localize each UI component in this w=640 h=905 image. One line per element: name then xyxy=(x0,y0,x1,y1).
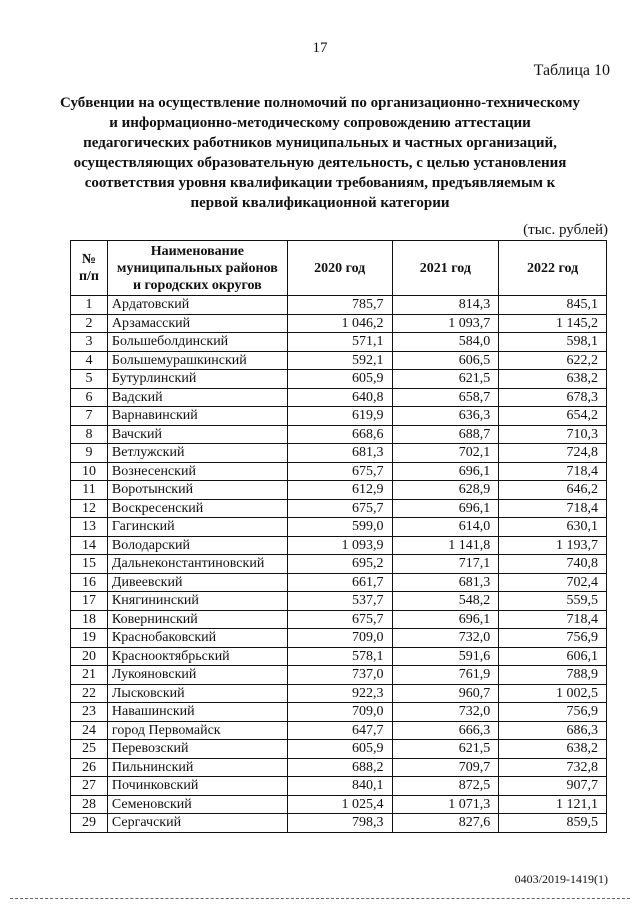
row-value-2020: 605,9 xyxy=(287,740,392,759)
row-value-2022: 718,4 xyxy=(499,499,607,518)
row-number: 23 xyxy=(71,703,108,722)
table-row xyxy=(71,740,607,759)
row-number: 27 xyxy=(71,777,108,796)
row-value-2021: 717,1 xyxy=(392,555,499,574)
row-value-2021: 636,3 xyxy=(392,407,499,426)
row-name: Дивеевский xyxy=(107,573,287,592)
row-number: 26 xyxy=(71,758,108,777)
row-value-2020: 1 046,2 xyxy=(287,314,392,333)
row-number: 18 xyxy=(71,610,108,629)
row-value-2020: 737,0 xyxy=(287,666,392,685)
row-value-2021: 696,1 xyxy=(392,610,499,629)
row-number: 22 xyxy=(71,684,108,703)
row-name: Перевозский xyxy=(107,740,287,759)
row-value-2022: 646,2 xyxy=(499,481,607,500)
row-value-2020: 1 093,9 xyxy=(287,536,392,555)
row-value-2020: 675,7 xyxy=(287,462,392,481)
table-row xyxy=(71,314,607,333)
row-value-2021: 732,0 xyxy=(392,703,499,722)
row-name: Ковернинский xyxy=(107,610,287,629)
table-row xyxy=(71,351,607,370)
row-number: 21 xyxy=(71,666,108,685)
row-value-2020: 695,2 xyxy=(287,555,392,574)
row-value-2021: 872,5 xyxy=(392,777,499,796)
row-value-2022: 1 121,1 xyxy=(499,795,607,814)
row-value-2020: 661,7 xyxy=(287,573,392,592)
row-value-2022: 756,9 xyxy=(499,629,607,648)
row-name: Ардатовский xyxy=(107,296,287,315)
row-number: 13 xyxy=(71,518,108,537)
row-name: Княгининский xyxy=(107,592,287,611)
table-row xyxy=(71,296,607,315)
row-value-2021: 548,2 xyxy=(392,592,499,611)
row-value-2021: 1 093,7 xyxy=(392,314,499,333)
title-line: Субвенции на осуществление полномочий по организационно-техническому xyxy=(59,95,580,111)
table-row xyxy=(71,592,607,611)
row-value-2021: 628,9 xyxy=(392,481,499,500)
table-row xyxy=(71,388,607,407)
row-name: Починковский xyxy=(107,777,287,796)
row-value-2022: 630,1 xyxy=(499,518,607,537)
table-row xyxy=(71,555,607,574)
row-value-2021: 702,1 xyxy=(392,444,499,463)
row-value-2020: 681,3 xyxy=(287,444,392,463)
table-row xyxy=(71,536,607,555)
row-name: Вадский xyxy=(107,388,287,407)
header-2022: 2022 год xyxy=(499,241,607,296)
row-value-2022: 702,4 xyxy=(499,573,607,592)
row-number: 8 xyxy=(71,425,108,444)
row-value-2021: 761,9 xyxy=(392,666,499,685)
table-row xyxy=(71,703,607,722)
row-value-2020: 840,1 xyxy=(287,777,392,796)
table-row xyxy=(71,684,607,703)
units-label: (тыс. рублей) xyxy=(523,222,608,238)
row-value-2022: 1 002,5 xyxy=(499,684,607,703)
row-value-2022: 1 193,7 xyxy=(499,536,607,555)
table-row xyxy=(71,777,607,796)
row-value-2021: 732,0 xyxy=(392,629,499,648)
row-name: Арзамасский xyxy=(107,314,287,333)
table-row xyxy=(71,647,607,666)
row-value-2021: 827,6 xyxy=(392,814,499,833)
row-value-2020: 537,7 xyxy=(287,592,392,611)
bottom-divider xyxy=(10,898,630,899)
header-number-line: № xyxy=(81,252,96,267)
row-value-2021: 696,1 xyxy=(392,499,499,518)
row-number: 5 xyxy=(71,370,108,389)
table-label: Таблица 10 xyxy=(533,62,610,79)
row-name: Воротынский xyxy=(107,481,287,500)
row-value-2020: 675,7 xyxy=(287,610,392,629)
row-number: 17 xyxy=(71,592,108,611)
row-value-2022: 859,5 xyxy=(499,814,607,833)
title-line: и информационно-методическому сопровождению аттестации xyxy=(109,115,531,131)
table-row xyxy=(71,499,607,518)
table-row xyxy=(71,481,607,500)
title-line: осуществляющих образовательную деятельность, с целью установления xyxy=(73,155,567,171)
row-value-2021: 621,5 xyxy=(392,370,499,389)
row-value-2020: 592,1 xyxy=(287,351,392,370)
row-name: Воскресенский xyxy=(107,499,287,518)
header-number xyxy=(71,241,108,296)
header-number-line: п/п xyxy=(78,269,99,284)
row-value-2022: 740,8 xyxy=(499,555,607,574)
table-row xyxy=(71,610,607,629)
row-value-2021: 606,5 xyxy=(392,351,499,370)
row-name: Вознесенский xyxy=(107,462,287,481)
row-number: 19 xyxy=(71,629,108,648)
row-value-2020: 640,8 xyxy=(287,388,392,407)
row-value-2021: 591,6 xyxy=(392,647,499,666)
table-row xyxy=(71,425,607,444)
row-name: Сергачский xyxy=(107,814,287,833)
row-value-2022: 756,9 xyxy=(499,703,607,722)
row-value-2022: 559,5 xyxy=(499,592,607,611)
row-value-2022: 638,2 xyxy=(499,370,607,389)
row-value-2021: 960,7 xyxy=(392,684,499,703)
row-value-2022: 845,1 xyxy=(499,296,607,315)
row-value-2020: 571,1 xyxy=(287,333,392,352)
row-value-2020: 612,9 xyxy=(287,481,392,500)
document-code: 0403/2019-1419(1) xyxy=(514,872,608,886)
row-name: Ветлужский xyxy=(107,444,287,463)
row-name: Лукояновский xyxy=(107,666,287,685)
row-value-2020: 675,7 xyxy=(287,499,392,518)
row-value-2021: 688,7 xyxy=(392,425,499,444)
row-value-2020: 668,6 xyxy=(287,425,392,444)
row-number: 11 xyxy=(71,481,108,500)
header-name-line: и городских округов xyxy=(132,277,262,293)
row-value-2020: 647,7 xyxy=(287,721,392,740)
row-number: 25 xyxy=(71,740,108,759)
row-value-2020: 785,7 xyxy=(287,296,392,315)
title-line: педагогических работников муниципальных и частных организаций, xyxy=(83,135,557,151)
row-name: Дальнеконстантиновский xyxy=(107,555,287,574)
table-row xyxy=(71,444,607,463)
row-value-2022: 710,3 xyxy=(499,425,607,444)
row-name: Большеболдинский xyxy=(107,333,287,352)
row-value-2022: 1 145,2 xyxy=(499,314,607,333)
table-row xyxy=(71,573,607,592)
row-value-2022: 654,2 xyxy=(499,407,607,426)
table-row xyxy=(71,462,607,481)
row-value-2020: 798,3 xyxy=(287,814,392,833)
row-number: 9 xyxy=(71,444,108,463)
table-row xyxy=(71,795,607,814)
row-name: Варнавинский xyxy=(107,407,287,426)
table-row xyxy=(71,518,607,537)
row-value-2021: 814,3 xyxy=(392,296,499,315)
row-value-2020: 599,0 xyxy=(287,518,392,537)
header-2021: 2021 год xyxy=(392,241,499,296)
row-value-2022: 598,1 xyxy=(499,333,607,352)
row-number: 6 xyxy=(71,388,108,407)
row-value-2022: 606,1 xyxy=(499,647,607,666)
table-row xyxy=(71,814,607,833)
row-number: 7 xyxy=(71,407,108,426)
row-number: 28 xyxy=(71,795,108,814)
row-value-2021: 621,5 xyxy=(392,740,499,759)
table-row xyxy=(71,333,607,352)
row-value-2021: 709,7 xyxy=(392,758,499,777)
table-row xyxy=(71,666,607,685)
row-value-2020: 578,1 xyxy=(287,647,392,666)
row-value-2021: 681,3 xyxy=(392,573,499,592)
row-value-2020: 688,2 xyxy=(287,758,392,777)
row-number: 1 xyxy=(71,296,108,315)
title-line: первой квалификационной категории xyxy=(190,195,450,211)
row-value-2022: 732,8 xyxy=(499,758,607,777)
row-number: 14 xyxy=(71,536,108,555)
row-value-2020: 709,0 xyxy=(287,703,392,722)
row-name: Краснобаковский xyxy=(107,629,287,648)
row-number: 29 xyxy=(71,814,108,833)
row-name: Вачский xyxy=(107,425,287,444)
table-row xyxy=(71,721,607,740)
title-line: соответствия уровня квалификации требованиям, предъявляемым к xyxy=(84,175,556,191)
row-name: Навашинский xyxy=(107,703,287,722)
header-2020: 2020 год xyxy=(287,241,392,296)
header-name-line: Наименование xyxy=(150,243,245,259)
row-number: 20 xyxy=(71,647,108,666)
row-number: 4 xyxy=(71,351,108,370)
row-value-2022: 788,9 xyxy=(499,666,607,685)
table-row xyxy=(71,370,607,389)
row-value-2021: 614,0 xyxy=(392,518,499,537)
row-value-2020: 1 025,4 xyxy=(287,795,392,814)
document-title xyxy=(55,93,585,213)
row-number: 3 xyxy=(71,333,108,352)
header-name-line: муниципальных районов xyxy=(116,260,278,276)
header-name xyxy=(107,241,287,296)
row-value-2022: 622,2 xyxy=(499,351,607,370)
row-name: Краснооктябрьский xyxy=(107,647,287,666)
row-value-2020: 709,0 xyxy=(287,629,392,648)
row-value-2021: 696,1 xyxy=(392,462,499,481)
row-value-2020: 619,9 xyxy=(287,407,392,426)
row-name: Бутурлинский xyxy=(107,370,287,389)
row-value-2022: 907,7 xyxy=(499,777,607,796)
row-value-2021: 584,0 xyxy=(392,333,499,352)
row-number: 15 xyxy=(71,555,108,574)
row-value-2021: 666,3 xyxy=(392,721,499,740)
row-value-2020: 605,9 xyxy=(287,370,392,389)
row-name: Семеновский xyxy=(107,795,287,814)
row-name: Большемурашкинский xyxy=(107,351,287,370)
table-row xyxy=(71,629,607,648)
row-name: Пильнинский xyxy=(107,758,287,777)
row-value-2022: 686,3 xyxy=(499,721,607,740)
row-number: 16 xyxy=(71,573,108,592)
row-name: Володарский xyxy=(107,536,287,555)
page-number: 17 xyxy=(312,40,328,56)
row-number: 2 xyxy=(71,314,108,333)
row-name: Лысковский xyxy=(107,684,287,703)
row-value-2021: 1 071,3 xyxy=(392,795,499,814)
row-value-2022: 678,3 xyxy=(499,388,607,407)
row-value-2021: 658,7 xyxy=(392,388,499,407)
subventions-table xyxy=(70,240,607,833)
row-value-2022: 638,2 xyxy=(499,740,607,759)
row-value-2021: 1 141,8 xyxy=(392,536,499,555)
row-name: город Первомайск xyxy=(107,721,287,740)
row-value-2022: 724,8 xyxy=(499,444,607,463)
row-value-2020: 922,3 xyxy=(287,684,392,703)
row-number: 24 xyxy=(71,721,108,740)
row-number: 10 xyxy=(71,462,108,481)
row-value-2022: 718,4 xyxy=(499,462,607,481)
row-value-2022: 718,4 xyxy=(499,610,607,629)
table-row xyxy=(71,407,607,426)
table-row xyxy=(71,758,607,777)
row-number: 12 xyxy=(71,499,108,518)
table-header-row xyxy=(71,241,607,296)
row-name: Гагинский xyxy=(107,518,287,537)
